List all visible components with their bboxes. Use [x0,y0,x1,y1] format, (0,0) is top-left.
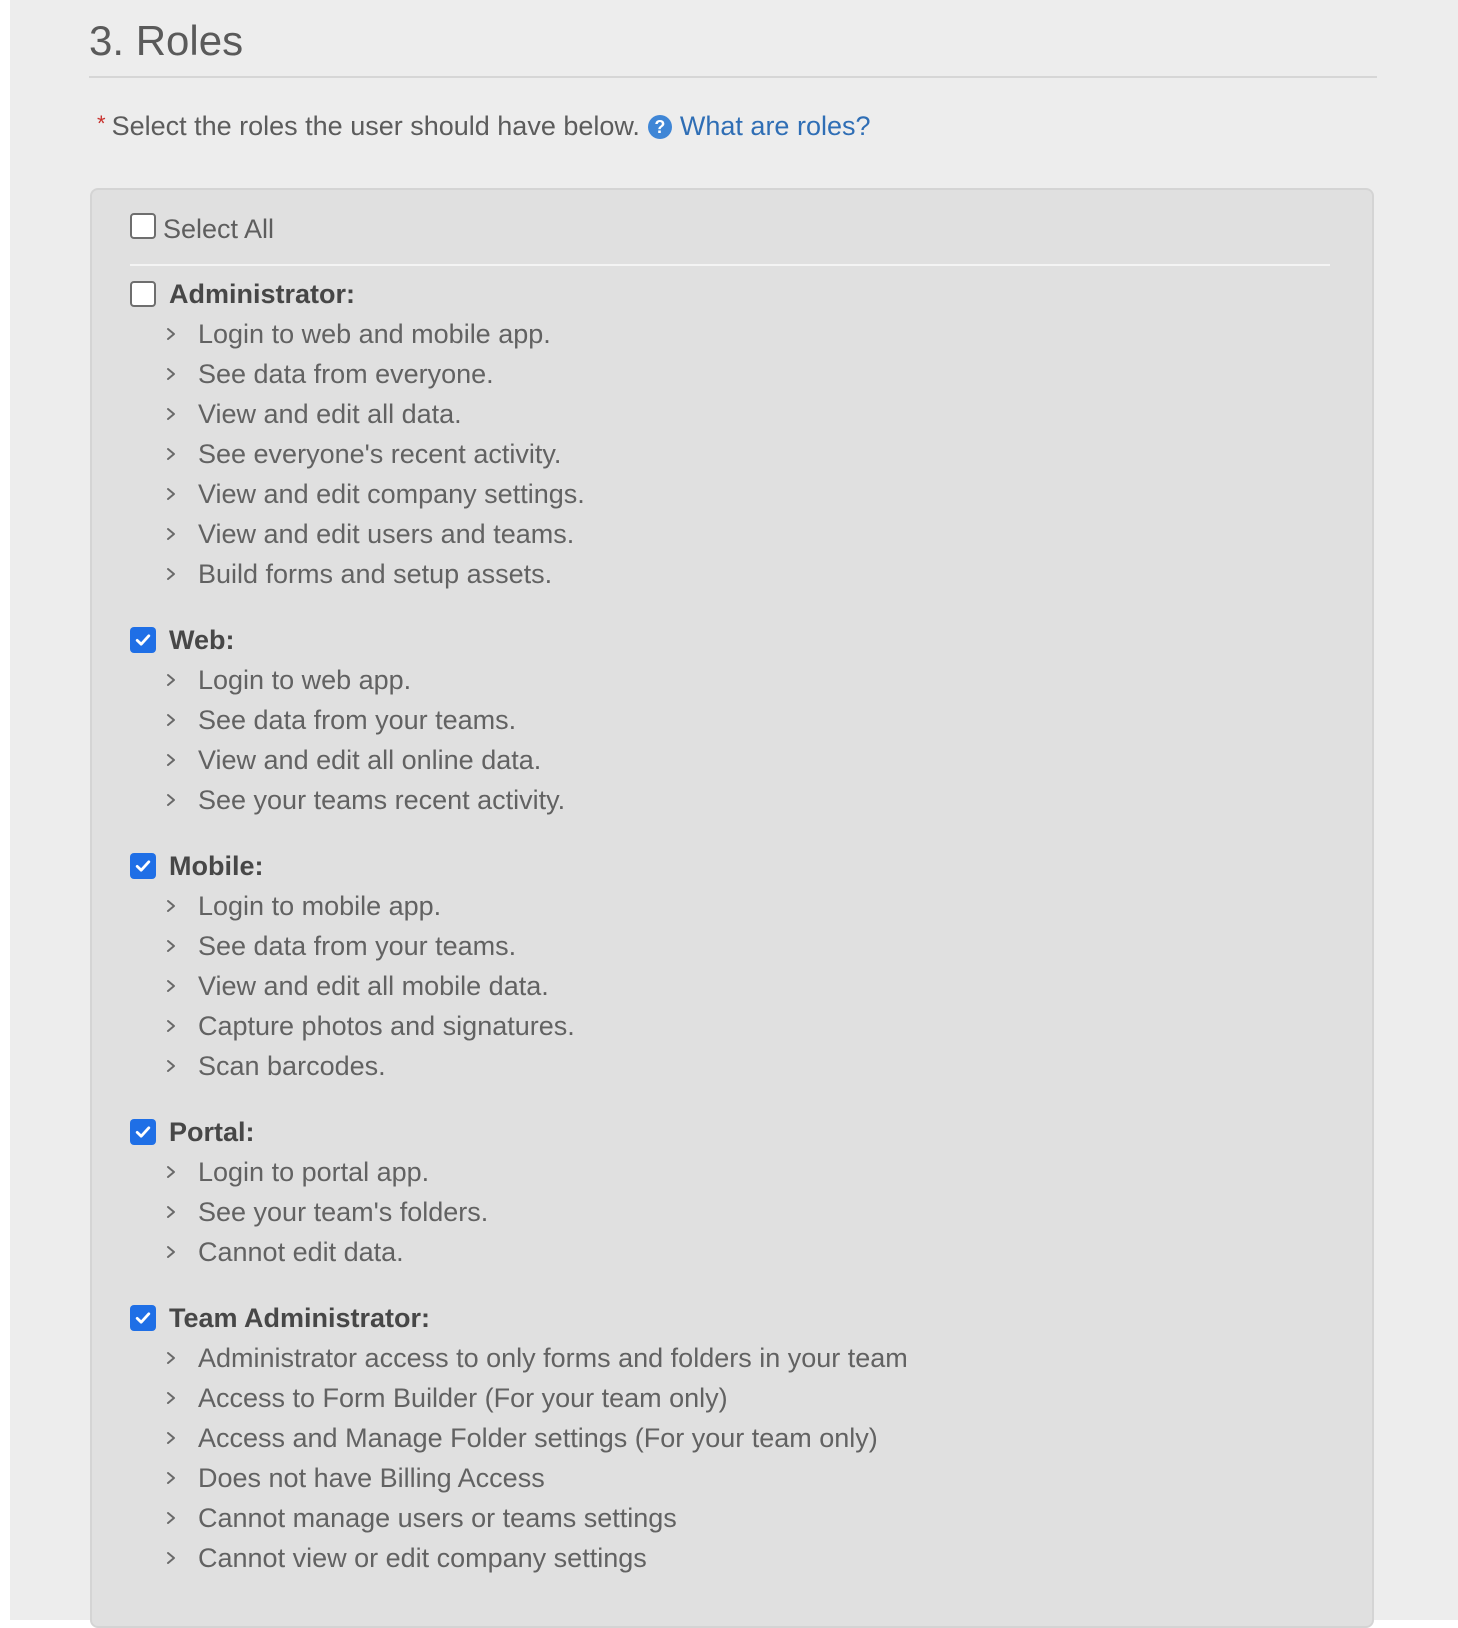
role-name: Administrator: [169,278,356,309]
permission-text: Access and Manage Folder settings (For your team only) [198,1422,878,1453]
title-divider [89,76,1377,78]
chevron-right-icon [164,366,178,382]
permission-text: Login to web and mobile app. [198,318,551,349]
required-marker: * [97,111,106,136]
permission-item [130,1418,908,1458]
permission-item [130,1538,908,1578]
role-web-checkbox[interactable] [130,627,156,653]
chevron-right-icon [164,406,178,422]
permission-item [130,1046,575,1086]
permission-list [130,1152,488,1272]
chevron-right-icon [164,938,178,954]
permission-item [130,1232,488,1272]
permission-text: Build forms and setup assets. [198,558,553,589]
permission-text: Login to web app. [198,664,412,695]
permission-text: Access to Form Builder (For your team only) [198,1382,728,1413]
permission-list [130,314,585,594]
chevron-right-icon [164,1058,178,1074]
role-name: Web: [169,624,235,655]
permission-item [130,700,565,740]
role-team-administrator [130,1298,908,1578]
chevron-right-icon [164,898,178,914]
chevron-right-icon [164,1550,178,1566]
permission-item [130,434,585,474]
chevron-right-icon [164,1204,178,1220]
role-team-administrator-checkbox[interactable] [130,1305,156,1331]
role-name: Team Administrator: [169,1302,431,1333]
role-header[interactable] [130,1112,488,1152]
permission-item [130,474,585,514]
role-administrator-checkbox[interactable] [130,281,156,307]
permission-text: View and edit all online data. [198,744,542,775]
roles-instruction [97,110,871,142]
role-portal-checkbox[interactable] [130,1119,156,1145]
role-mobile-checkbox[interactable] [130,853,156,879]
role-header[interactable] [130,846,575,886]
role-name: Mobile: [169,850,264,881]
permission-text: Cannot manage users or teams settings [198,1502,677,1533]
permission-text: See data from your teams. [198,704,517,735]
role-header[interactable] [130,620,565,660]
permission-item [130,394,585,434]
permission-item [130,780,565,820]
permission-item [130,1152,488,1192]
permission-text: View and edit users and teams. [198,518,575,549]
permission-text: Login to portal app. [198,1156,430,1187]
permission-item [130,740,565,780]
chevron-right-icon [164,1470,178,1486]
role-header[interactable] [130,1298,908,1338]
permission-item [130,926,575,966]
permission-item [130,314,585,354]
chevron-right-icon [164,712,178,728]
section-title: 3. Roles [89,17,244,64]
permission-text: See everyone's recent activity. [198,438,562,469]
permission-text: See data from everyone. [198,358,494,389]
role-mobile [130,846,575,1086]
select-all-checkbox[interactable] [130,213,156,239]
chevron-right-icon [164,526,178,542]
permission-item [130,966,575,1006]
permission-text: View and edit all data. [198,398,462,429]
permission-item [130,660,565,700]
select-all-label: Select All [163,214,275,244]
chevron-right-icon [164,1430,178,1446]
chevron-right-icon [164,486,178,502]
role-portal [130,1112,488,1272]
permission-text: Cannot edit data. [198,1236,404,1267]
permission-item [130,554,585,594]
chevron-right-icon [164,672,178,688]
chevron-right-icon [164,1018,178,1034]
permission-item [130,1338,908,1378]
permission-text: See your teams recent activity. [198,784,566,815]
permission-list [130,886,575,1086]
permission-item [130,1458,908,1498]
permission-item [130,1192,488,1232]
permission-text: Scan barcodes. [198,1050,386,1081]
permission-item [130,1378,908,1418]
permission-text: Administrator access to only forms and folders in your team [198,1342,908,1373]
chevron-right-icon [164,566,178,582]
chevron-right-icon [164,752,178,768]
permission-text: See data from your teams. [198,930,517,961]
instruction-text: Select the roles the user should have below. [111,111,640,141]
permission-item [130,1498,908,1538]
roles-panel [90,188,1374,1628]
permission-text: View and edit company settings. [198,478,585,509]
permission-list [130,660,565,820]
permission-text: Cannot view or edit company settings [198,1542,647,1573]
permission-text: See your team's folders. [198,1196,489,1227]
chevron-right-icon [164,1244,178,1260]
select-all-row[interactable] [130,214,274,245]
permission-text: Login to mobile app. [198,890,442,921]
chevron-right-icon [164,446,178,462]
chevron-right-icon [164,978,178,994]
permission-text: Capture photos and signatures. [198,1010,575,1041]
permission-text: Does not have Billing Access [198,1462,545,1493]
role-name: Portal: [169,1116,255,1147]
role-header[interactable] [130,274,585,314]
select-all-divider [130,264,1330,266]
role-administrator [130,274,585,594]
permission-item [130,1006,575,1046]
permission-item [130,354,585,394]
chevron-right-icon [164,1390,178,1406]
chevron-right-icon [164,792,178,808]
chevron-right-icon [164,1350,178,1366]
permission-list [130,1338,908,1578]
page [10,0,1458,1620]
permission-item [130,514,585,554]
role-web [130,620,565,820]
chevron-right-icon [164,1164,178,1180]
what-are-roles-link[interactable]: What are roles? [679,111,871,141]
chevron-right-icon [164,326,178,342]
permission-item [130,886,575,926]
question-circle-icon[interactable]: ? [648,115,672,139]
chevron-right-icon [164,1510,178,1526]
permission-text: View and edit all mobile data. [198,970,549,1001]
